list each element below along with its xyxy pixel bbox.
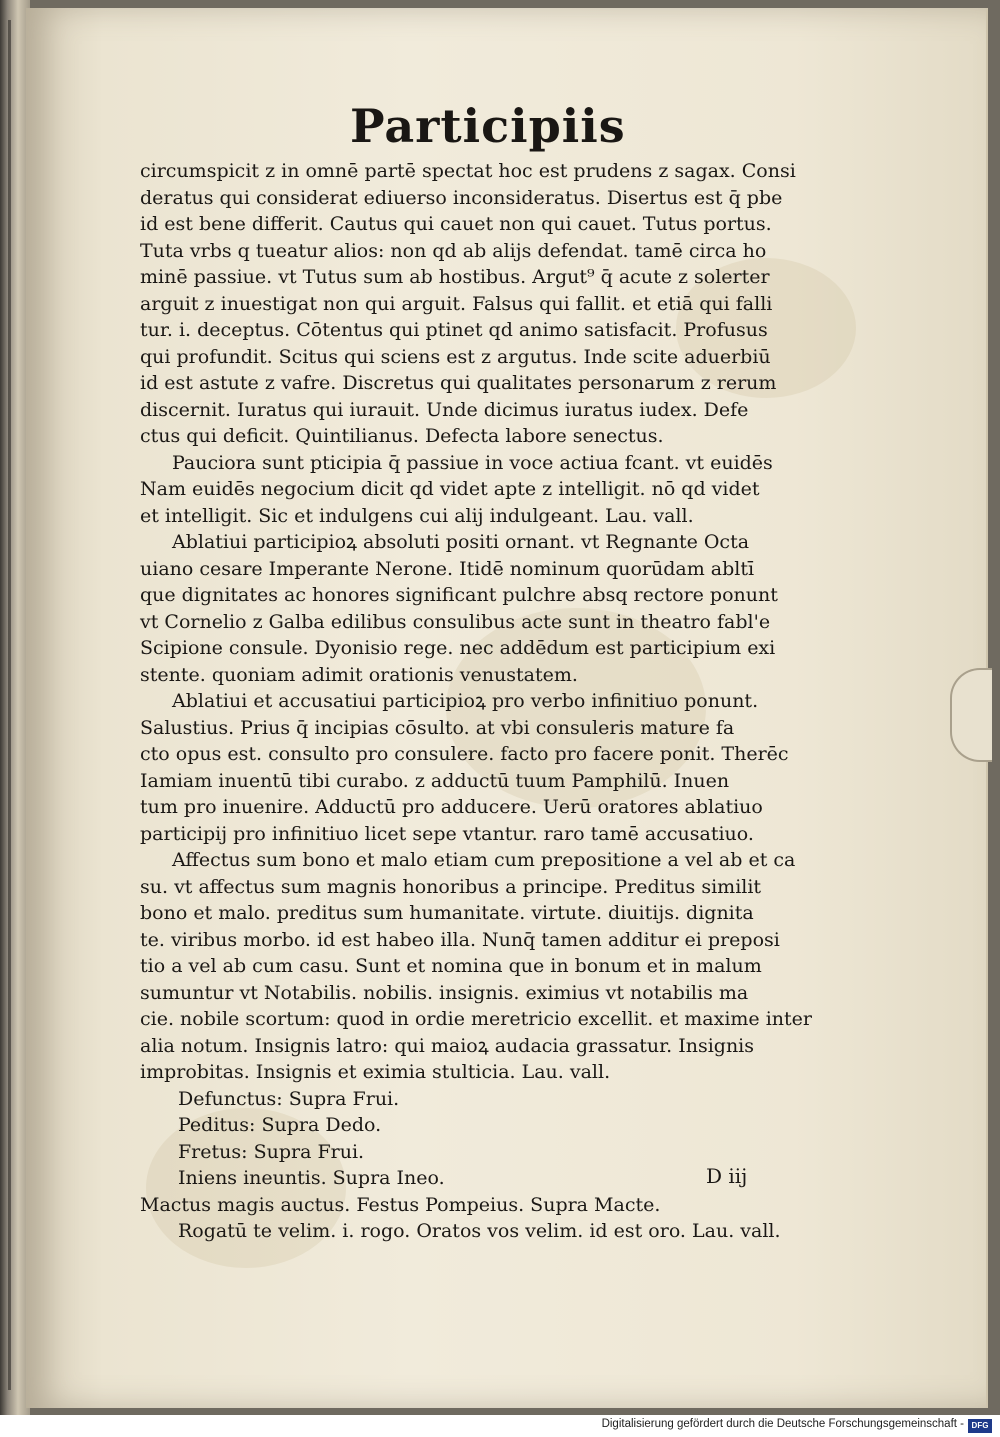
text-line: discernit. Iuratus qui iurauit. Unde dicimus iuratus iudex. Defe [140,398,749,421]
text-line: vt Cornelio z Galba edilibus consulibus acte sunt in theatro fabl'e [140,610,771,633]
signature-mark: D iij [706,1164,748,1188]
text-line: su. vt affectus sum magnis honoribus a principe. Preditus similit [140,875,762,898]
text-line: uiano cesare Imperante Nerone. Itidē nominum quorūdam abltī [140,557,755,580]
text-line: Scipione consule. Dyonisio rege. nec addēdum est participium exi [140,637,776,659]
text-line: Ablatiui participioꝝ absoluti positi ornant. vt Regnante Octa [172,531,750,553]
text-line: bono et malo. preditus sum humanitate. virtute. diuitijs. dignita [140,902,754,924]
text-line: Pauciora sunt pticipia q̄ passiue in voce actiua fcant. vt euidēs [172,451,773,474]
page-tab-marker [950,668,992,762]
text-line: te. viribus morbo. id est habeo illa. Nunq̄ tamen additur ei preposi [140,928,780,951]
text-line: deratus qui considerat ediuerso inconsideratus. Disertus est q̄ pbe [140,186,783,209]
text-line: id est astute z vafre. Discretus qui qualitates personarum z rerum [140,372,777,394]
text-line: alia notum. Insignis latro: qui maioꝝ audacia grassatur. Insignis [140,1034,755,1057]
text-line: Ablatiui et accusatiui participioꝝ pro verbo infinitiuo ponunt. [172,690,759,712]
funding-credit: Digitalisierung gefördert durch die Deutsche Forschungsgemeinschaft - [601,1418,964,1430]
text-line: Nam euidēs negocium dicit qd videt apte z intelligit. nō qd videt [140,478,760,500]
text-line: circumspicit z in omnē partē spectat hoc est prudens z sagax. Consi [140,160,796,182]
dfg-logo-icon: DFG [968,1419,992,1433]
text-line: Tuta vrbs q tueatur alios: non qd ab alijs defendat. tamē circa ho [140,239,767,262]
text-line: Salustius. Prius q̄ incipias cōsulto. at vbi consuleris mature fa [140,716,735,739]
text-line: id est bene differit. Cautus qui cauet non qui cauet. Tutus portus. [140,213,772,235]
text-line: cie. nobile scortum: quod in ordie meretricio excellit. et maxime inter [140,1008,812,1030]
body-text [140,158,820,1245]
text-line: tio a vel ab cum casu. Sunt et nomina que in bonum et in malum [140,955,762,977]
text-line: que dignitates ac honores significant pulchre absq rectore ponunt [140,584,778,606]
text-line: Iamiam inuentū tibi curabo. z adductū tuum Pamphilū. Inuen [140,769,730,792]
text-line: Fretus: Supra Frui. [178,1140,365,1163]
text-line: Defunctus: Supra Frui. [178,1087,400,1110]
text-line: improbitas. Insignis et eximia stulticia. Lau. vall. [140,1061,611,1083]
text-line: qui profundit. Scitus qui sciens est z argutus. Inde scite aduerbiū [140,345,771,368]
text-line: Peditus: Supra Dedo. [178,1114,382,1136]
text-line: ctus qui deficit. Quintilianus. Defecta labore senectus. [140,425,664,447]
text-line: Mactus magis auctus. Festus Pompeius. Supra Macte. [140,1193,661,1216]
text-line: tur. i. deceptus. Cōtentus qui ptinet qd animo satisfacit. Profusus [140,319,768,341]
footer-bar [0,1415,1000,1437]
text-line: Rogatū te velim. i. rogo. Oratos vos velim. id est oro. Lau. vall. [178,1220,781,1242]
text-line: stente. quoniam adimit orationis venustatem. [140,663,578,686]
text-line: Iniens ineuntis. Supra Ineo. [178,1167,445,1189]
page-heading: Participiis [350,99,626,153]
text-line: sumuntur vt Notabilis. nobilis. insignis. eximius vt notabilis ma [140,981,749,1004]
text-line: participij pro infinitiuo licet sepe vtantur. raro tamē accusatiuo. [140,822,754,845]
text-line: et intelligit. Sic et indulgens cui alij indulgeant. Lau. vall. [140,504,694,527]
text-line: minē passiue. vt Tutus sum ab hostibus. Argut⁹ q̄ acute z solerter [140,266,770,288]
text-line: arguit z inuestigat non qui arguit. Falsus qui fallit. et etiā qui falli [140,292,773,315]
text-line: Affectus sum bono et malo etiam cum prepositione a vel ab et ca [172,849,796,871]
text-line: cto opus est. consulto pro consulere. facto pro facere ponit. Therēc [140,743,789,765]
text-line: tum pro inuenire. Adductū pro adducere. Uerū oratores ablatiuo [140,796,763,818]
